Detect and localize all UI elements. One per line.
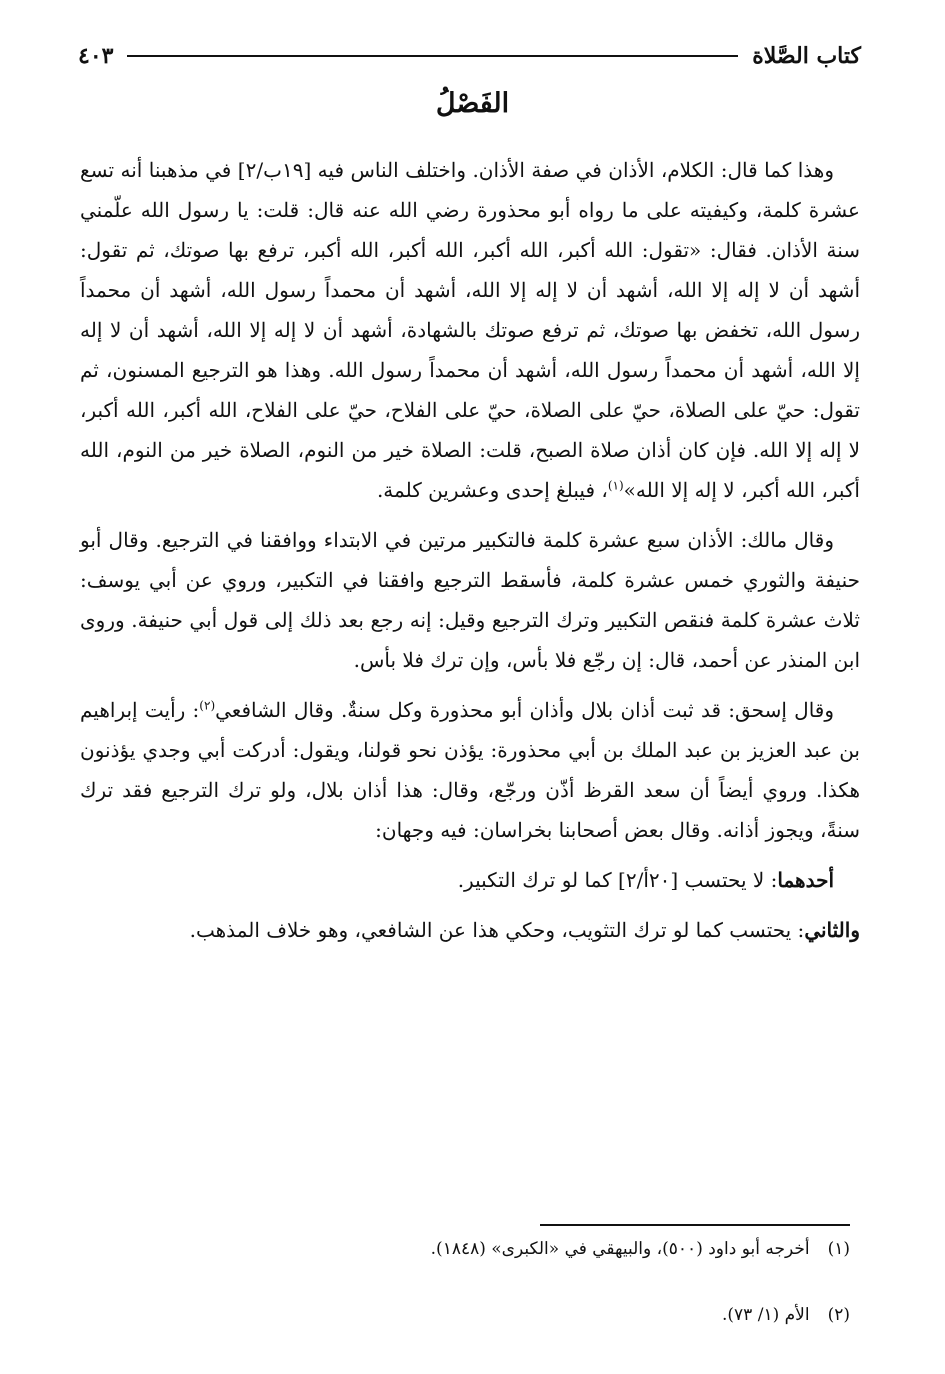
footnote-ref-2: (٢) — [199, 698, 216, 713]
paragraph-4-label: أحدهما — [777, 868, 834, 892]
paragraph-4-text: : لا يحتسب [٢٠أ/٢] كما لو ترك التكبير. — [457, 868, 778, 892]
paragraph-4 — [80, 860, 860, 900]
paragraph-1 — [80, 150, 860, 510]
footnote-rule — [540, 1224, 850, 1226]
page-number: ٤٠٣ — [78, 43, 114, 69]
paragraph-3-tail: : رأيت إبراهيم بن عبد العزيز بن عبد الملك بن أبي محذورة: يؤذن نحو قولنا، ويقول: أدركت أبي وجدي يؤذنون هكذا. وروي أيضاً أن سعد القرظ أذّن ورجّع، وقال: هذا أذان بلال، ولو ترك الترجيع فقد ترك سنةً، ويجوز أذانه. وقال بعض أصحابنا بخراسان: فيه وجهان: — [80, 698, 860, 842]
section-title: الفَصْلُ — [435, 88, 510, 119]
paragraph-1-tail: ، فيبلغ إحدى وعشرين كلمة. — [376, 478, 608, 502]
footnote-ref-1: (١) — [607, 478, 624, 493]
footnote-2-number: (٢) — [827, 1305, 850, 1325]
main-text — [80, 150, 860, 960]
paragraph-5-text: : يحتسب كما لو ترك التثويب، وحكي هذا عن الشافعي، وهو خلاف المذهب. — [189, 918, 805, 942]
footnote-1 — [80, 1234, 850, 1264]
footnote-2-text: الأم (١/ ٧٣). — [722, 1305, 810, 1325]
paragraph-2: وقال مالك: الأذان سبع عشرة كلمة فالتكبير مرتين في الابتداء ووافقنا في الترجيع. وقال أبو حنيفة والثوري خمس عشرة كلمة، فأسقط الترجيع وافقنا في التكبير، وروي عن أبي يوسف: ثلاث عشرة كلمة فنقص التكبير وترك الترجيع وقيل: إنه رجع بعد ذلك إلى قول أبي حنيفة. وروى ابن المنذر عن أحمد، قال: إن رجّع فلا بأس، وإن ترك فلا بأس. — [80, 528, 860, 672]
paragraph-1-text: وهذا كما قال: الكلام، الأذان في صفة الأذان. واختلف الناس فيه [١٩ب/٢] في مذهبنا أنه تسع عشرة كلمة، وكيفيته على ما رواه أبو محذورة رضي الله عنه قال: قلت: يا رسول الله علّمني سنة الأذان. فقال: «تقول: الله أكبر، الله أكبر، الله أكبر، الله أكبر، ترفع بها صوتك، ثم تقول: أشهد أن لا إله إلا الله، أشهد أن لا إله إلا الله، أشهد أن محمداً رسول الله، أشهد أن محمداً رسول الله، تخفض بها صوتك، ثم ترفع صوتك بالشهادة، أشهد أن لا إله إلا الله، أشهد أن لا إله إلا الله، أشهد أن محمداً رسول الله، أشهد أن محمداً رسول الله. وهذا هو الترجيع المسنون، ثم تقول: حيّ على الصلاة، حيّ على الصلاة، حيّ على الفلاح، حيّ على الفلاح، الله أكبر، الله أكبر، لا إله إلا الله. فإن كان أذان صلاة الصبح، قلت: الصلاة خير من النوم، الصلاة خير من النوم، الله أكبر، الله أكبر، لا إله إلا الله» — [80, 158, 861, 502]
paragraph-3 — [80, 690, 860, 850]
footnotes — [80, 1234, 850, 1366]
paragraph-3-head: وقال إسحق: قد ثبت أذان بلال وأذان أبو محذورة وكل سنةٌ. وقال الشافعي — [215, 698, 835, 722]
paragraph-5-label: والثاني — [804, 918, 860, 942]
footnote-1-text: أخرجه أبو داود (٥٠٠)، والبيهقي في «الكبرى» (١٨٤٨). — [430, 1239, 810, 1259]
footnote-1-number: (١) — [827, 1239, 850, 1259]
book-title: كتاب الصَّلاة — [752, 43, 861, 69]
paragraph-5 — [80, 910, 860, 950]
running-header — [78, 34, 861, 78]
footnote-2 — [80, 1300, 850, 1330]
header-rule — [127, 55, 738, 57]
